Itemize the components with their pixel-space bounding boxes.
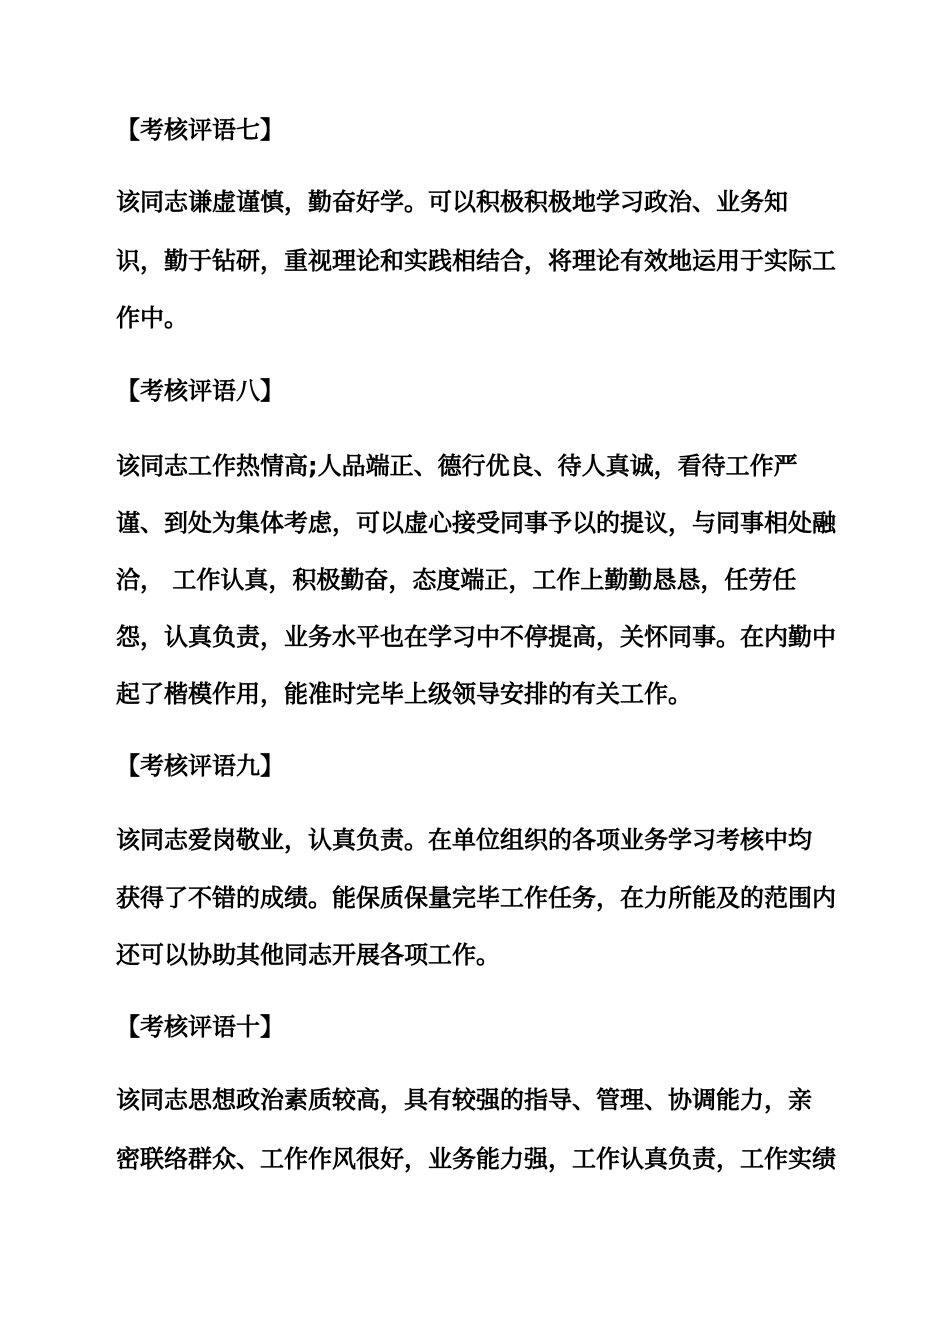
section-heading-9: 【考核评语九】 bbox=[116, 752, 284, 780]
paragraph-line: 怨，认真负责，业务水平也在学习中不停提高，关怀同事。在内勤中 bbox=[116, 623, 836, 651]
section-heading-7: 【考核评语七】 bbox=[116, 116, 284, 144]
paragraph-line: 该同志工作热情高;人品端正、德行优良、待人真诚，看待工作严 bbox=[116, 452, 798, 480]
section-heading-10: 【考核评语十】 bbox=[116, 1013, 284, 1041]
paragraph-line: 该同志谦虚谨慎，勤奋好学。可以积极积极地学习政治、业务知 bbox=[116, 188, 788, 216]
paragraph-line: 该同志思想政治素质较高，具有较强的指导、管理、协调能力，亲 bbox=[116, 1086, 812, 1114]
paragraph-line: 该同志爱岗敬业，认真负责。在单位组织的各项业务学习考核中均 bbox=[116, 826, 812, 854]
section-heading-8: 【考核评语八】 bbox=[116, 377, 284, 405]
paragraph-line: 密联络群众、工作作风很好，业务能力强，工作认真负责，工作实绩 bbox=[116, 1145, 836, 1173]
paragraph-line: 还可以协助其他同志开展各项工作。 bbox=[116, 941, 500, 969]
paragraph-line: 作中。 bbox=[116, 304, 188, 332]
paragraph-line: 识，勤于钻研，重视理论和实践相结合，将理论有效地运用于实际工 bbox=[116, 247, 836, 275]
paragraph-line: 谨、到处为集体考虑，可以虚心接受同事予以的提议，与同事相处融 bbox=[116, 509, 836, 537]
paragraph-line: 获得了不错的成绩。能保质保量完毕工作任务，在力所能及的范围内 bbox=[116, 884, 836, 912]
paragraph-line: 起了楷模作用，能准时完毕上级领导安排的有关工作。 bbox=[116, 680, 692, 708]
paragraph-line: 洽， 工作认真，积极勤奋，态度端正，工作上勤勤恳恳，任劳任 bbox=[116, 566, 797, 594]
